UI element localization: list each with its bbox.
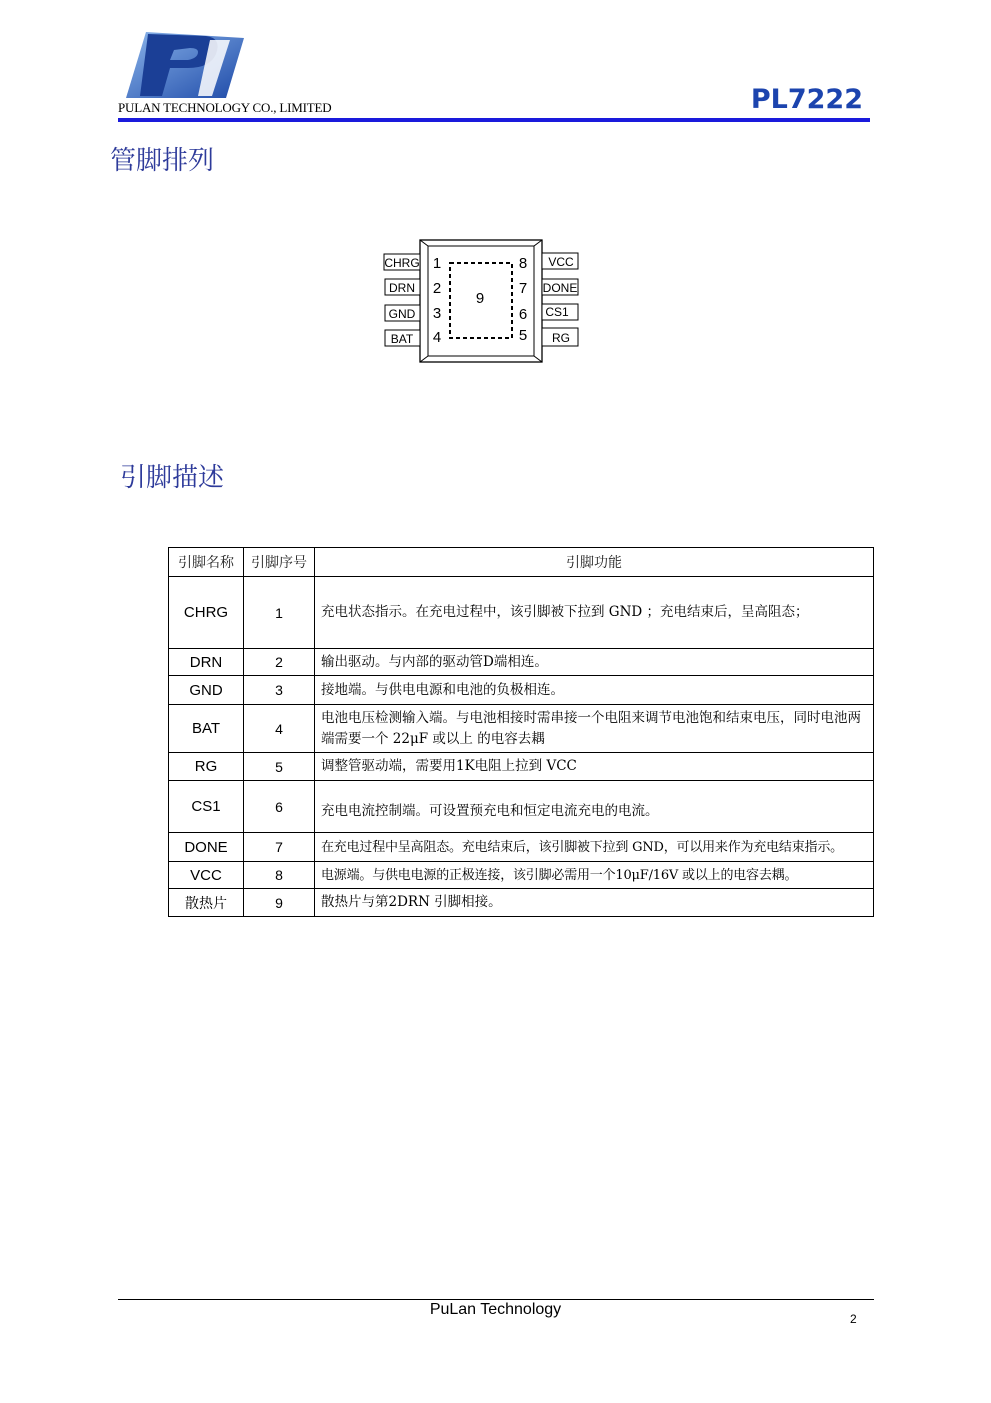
left-pin-4 <box>385 329 441 346</box>
pin-name: GND <box>169 676 244 705</box>
pin-number: 9 <box>244 889 315 917</box>
pin-description-table <box>168 547 874 917</box>
pin-name: DONE <box>169 833 244 862</box>
pin-number: 4 <box>244 705 315 753</box>
pin-label: VCC <box>548 255 574 269</box>
pad-number: 9 <box>475 290 485 307</box>
pin-label: RG <box>552 331 570 345</box>
right-pin-7 <box>519 279 578 297</box>
pin-number: 5 <box>244 753 315 781</box>
table-row <box>169 577 874 649</box>
pinout-section-title: 管脚排列 <box>110 146 215 176</box>
table-row <box>169 781 874 833</box>
pin-function: 散热片与第2DRN 引脚相接。 <box>315 889 874 917</box>
pin-function: 电池电压检测输入端。与电池相接时需串接一个电阻来调节电池饱和结束电压，同时电池两端需要一个 22μF 或以上 的电容去耦 <box>315 705 874 753</box>
pin-function: 充电状态指示。在充电过程中，该引脚被下拉到 GND ；充电结束后，呈高阻态； <box>315 577 874 649</box>
pin-name: CHRG <box>169 577 244 649</box>
pin-name: VCC <box>169 862 244 889</box>
company-name: PULAN TECHNOLOGY CO., LIMITED <box>118 100 332 115</box>
table-row <box>169 705 874 753</box>
pin-number: 3 <box>432 305 442 322</box>
pin-number: 2 <box>432 280 442 297</box>
table-row <box>169 753 874 781</box>
pin-function: 调整管驱动端，需要用1K电阻上拉到 VCC <box>315 753 874 781</box>
pin-number: 8 <box>244 862 315 889</box>
pin-number: 7 <box>244 833 315 862</box>
pin-label: GND <box>388 307 416 321</box>
pin-name: DRN <box>169 649 244 676</box>
pin-number: 8 <box>518 255 528 272</box>
pin-name: CS1 <box>169 781 244 833</box>
pin-label: CS1 <box>545 305 569 319</box>
pin-number: 1 <box>244 577 315 649</box>
pin-name: BAT <box>169 705 244 753</box>
pin-number: 6 <box>518 306 528 323</box>
pin-label: DONE <box>542 281 578 295</box>
header-pin-name: 引脚名称 <box>169 548 244 577</box>
pin-number: 7 <box>518 280 528 297</box>
pin-label: BAT <box>390 332 414 346</box>
pin-number: 6 <box>244 781 315 833</box>
pin-function: 输出驱动。与内部的驱动管D端相连。 <box>315 649 874 676</box>
pin-name: 散热片 <box>169 889 244 917</box>
footer-divider <box>118 1299 874 1300</box>
description-section-title: 引脚描述 <box>120 463 225 493</box>
footer-company: PuLan Technology <box>429 1301 562 1318</box>
pin-number: 2 <box>244 649 315 676</box>
table-header-row <box>169 548 874 577</box>
right-pin-6 <box>519 304 578 323</box>
pin-number: 1 <box>432 255 442 272</box>
page-number: 2 <box>850 1312 857 1326</box>
pin-number: 3 <box>244 676 315 705</box>
header-pin-function: 引脚功能 <box>315 548 874 577</box>
pin-number: 4 <box>432 329 442 346</box>
pulan-logo <box>118 30 244 100</box>
header-divider <box>118 118 870 122</box>
pin-label: DRN <box>389 281 415 295</box>
pinout-diagram <box>380 236 585 366</box>
pin-name: RG <box>169 753 244 781</box>
table-row <box>169 833 874 862</box>
pin-function: 充电电流控制端。可设置预充电和恒定电流充电的电流。 <box>315 781 874 833</box>
pin-label: CHRG <box>384 256 420 270</box>
table-row <box>169 649 874 676</box>
right-pin-8 <box>519 253 578 272</box>
pin-number: 5 <box>518 327 528 344</box>
pin-function: 电源端。与供电电源的正极连接，该引脚必需用一个10μF/16V 或以上的电容去耦。 <box>315 862 874 889</box>
right-pin-5 <box>519 327 578 346</box>
left-pin-3 <box>385 305 441 322</box>
pin-function: 在充电过程中呈高阻态。充电结束后，该引脚被下拉到 GND，可以用来作为充电结束指示。 <box>315 833 874 862</box>
table-row <box>169 862 874 889</box>
left-pin-2 <box>385 279 441 297</box>
table-row <box>169 676 874 705</box>
pin-function: 接地端。与供电电源和电池的负极相连。 <box>315 676 874 705</box>
left-pin-1 <box>384 254 441 272</box>
part-number: PL7222 <box>750 84 863 115</box>
header-pin-number: 引脚序号 <box>244 548 315 577</box>
table-row <box>169 889 874 917</box>
